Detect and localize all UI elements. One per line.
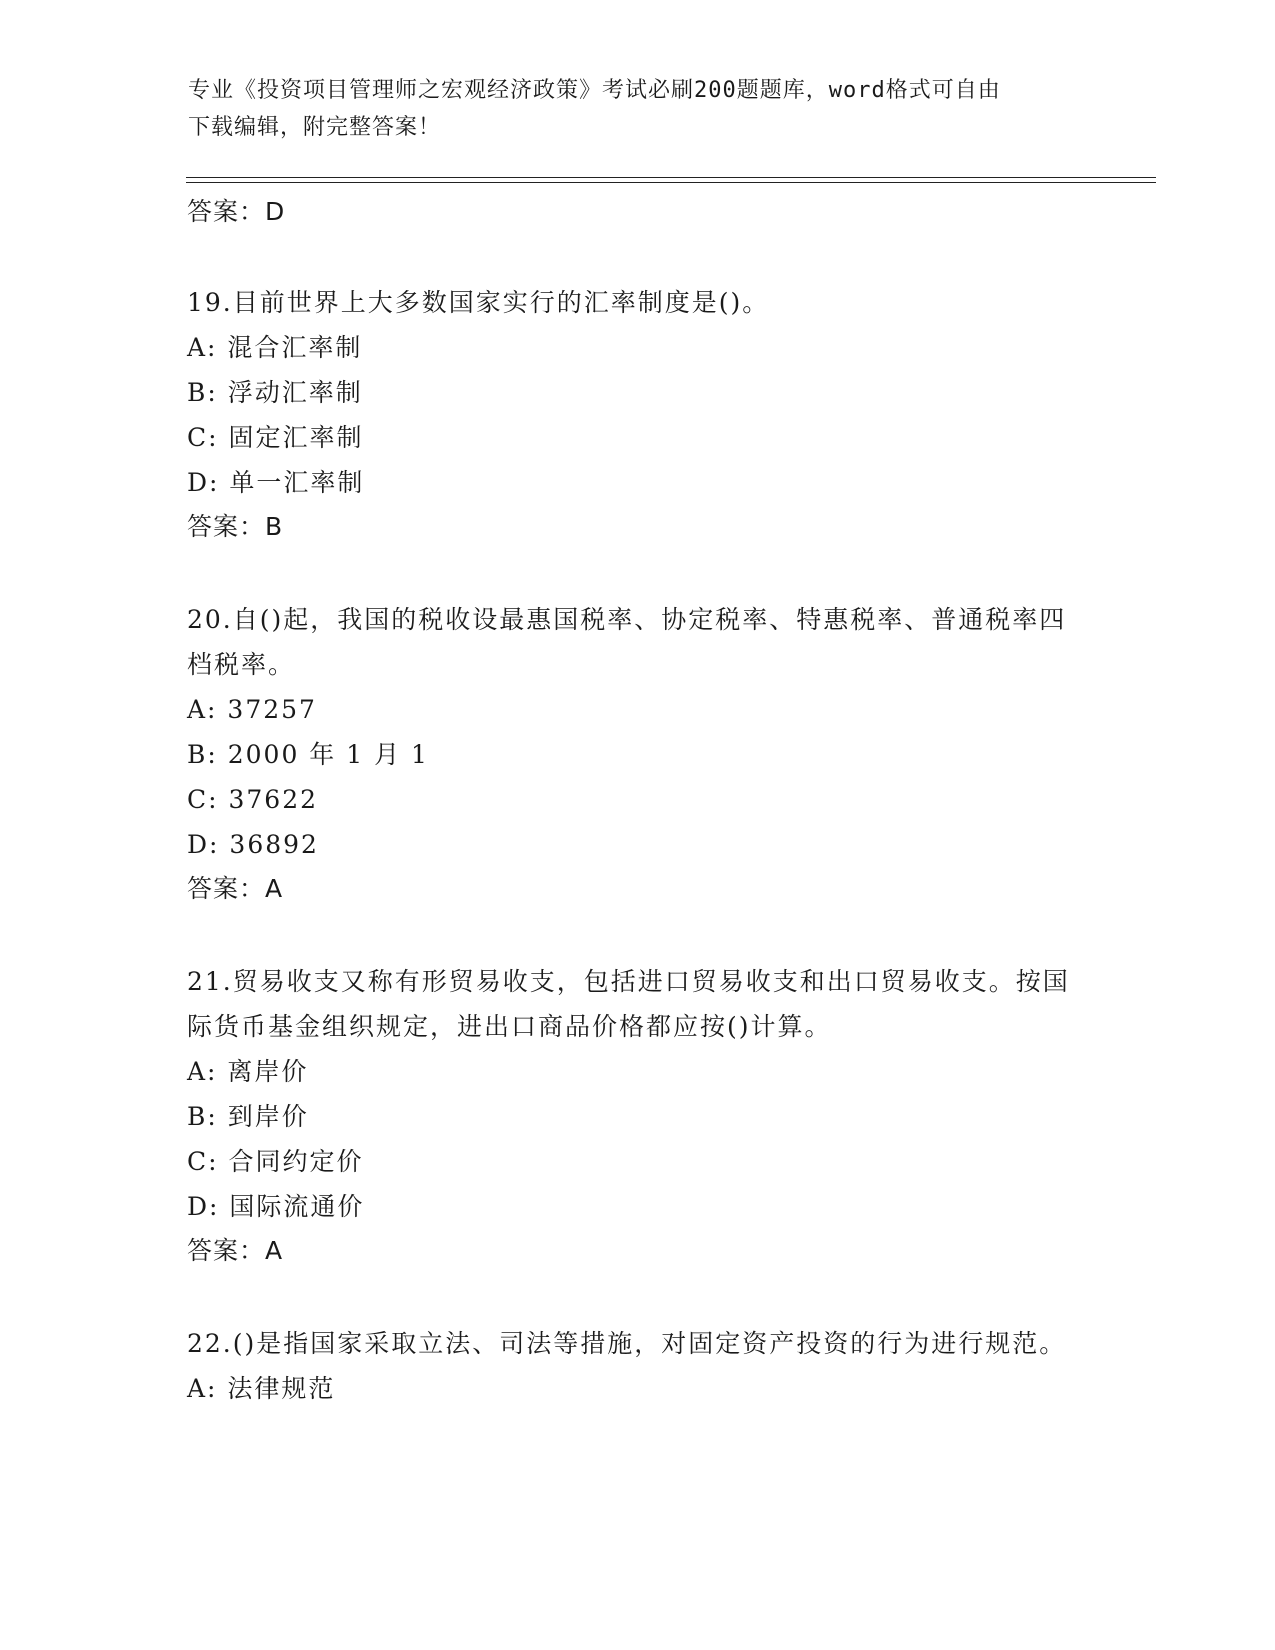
question-stem: 21.贸易收支又称有形贸易收支，包括进口贸易收支和出口贸易收支。按国际货币基金组织规定，进出口商品价格都应按()计算。 (187, 967, 1070, 1041)
option-d: D: 36892 (187, 830, 319, 859)
option-a: A: 离岸价 (187, 1057, 309, 1086)
option-d: D: 单一汇率制 (187, 468, 365, 497)
question-21 (187, 959, 1087, 1273)
question-answer: 答案：A (187, 874, 284, 903)
question-stem: 19.目前世界上大多数国家实行的汇率制度是()。 (187, 288, 770, 317)
option-d: D: 国际流通价 (187, 1192, 365, 1221)
option-a: A: 混合汇率制 (187, 333, 363, 362)
question-answer: 答案：B (187, 512, 284, 541)
option-a: A: 法律规范 (187, 1374, 336, 1403)
question-19 (187, 280, 1087, 549)
option-b: B: 2000 年 1 月 1 (187, 740, 429, 769)
option-c: C: 合同约定价 (187, 1147, 364, 1176)
option-c: C: 37622 (187, 785, 319, 814)
previous-answer: 答案：D (187, 197, 286, 226)
option-b: B: 浮动汇率制 (187, 378, 363, 407)
question-list (187, 190, 1087, 1459)
question-answer: 答案：A (187, 1236, 284, 1265)
option-b: B: 到岸价 (187, 1102, 309, 1131)
question-stem: 22.()是指国家采取立法、司法等措施，对固定资产投资的行为进行规范。 (187, 1329, 1067, 1358)
option-c: C: 固定汇率制 (187, 423, 364, 452)
question-stem: 20.自()起，我国的税收设最惠国税率、协定税率、特惠税率、普通税率四档税率。 (187, 605, 1067, 679)
header-title-line-2: 下载编辑，附完整答案！ (188, 115, 442, 140)
option-a: A: 37257 (187, 695, 317, 724)
header-divider (186, 177, 1156, 183)
question-20 (187, 597, 1087, 911)
document-header (188, 72, 1088, 146)
header-title-line-1: 专业《投资项目管理师之宏观经济政策》考试必刷200题题库，word格式可自由 (188, 78, 1001, 103)
question-22 (187, 1321, 1087, 1411)
